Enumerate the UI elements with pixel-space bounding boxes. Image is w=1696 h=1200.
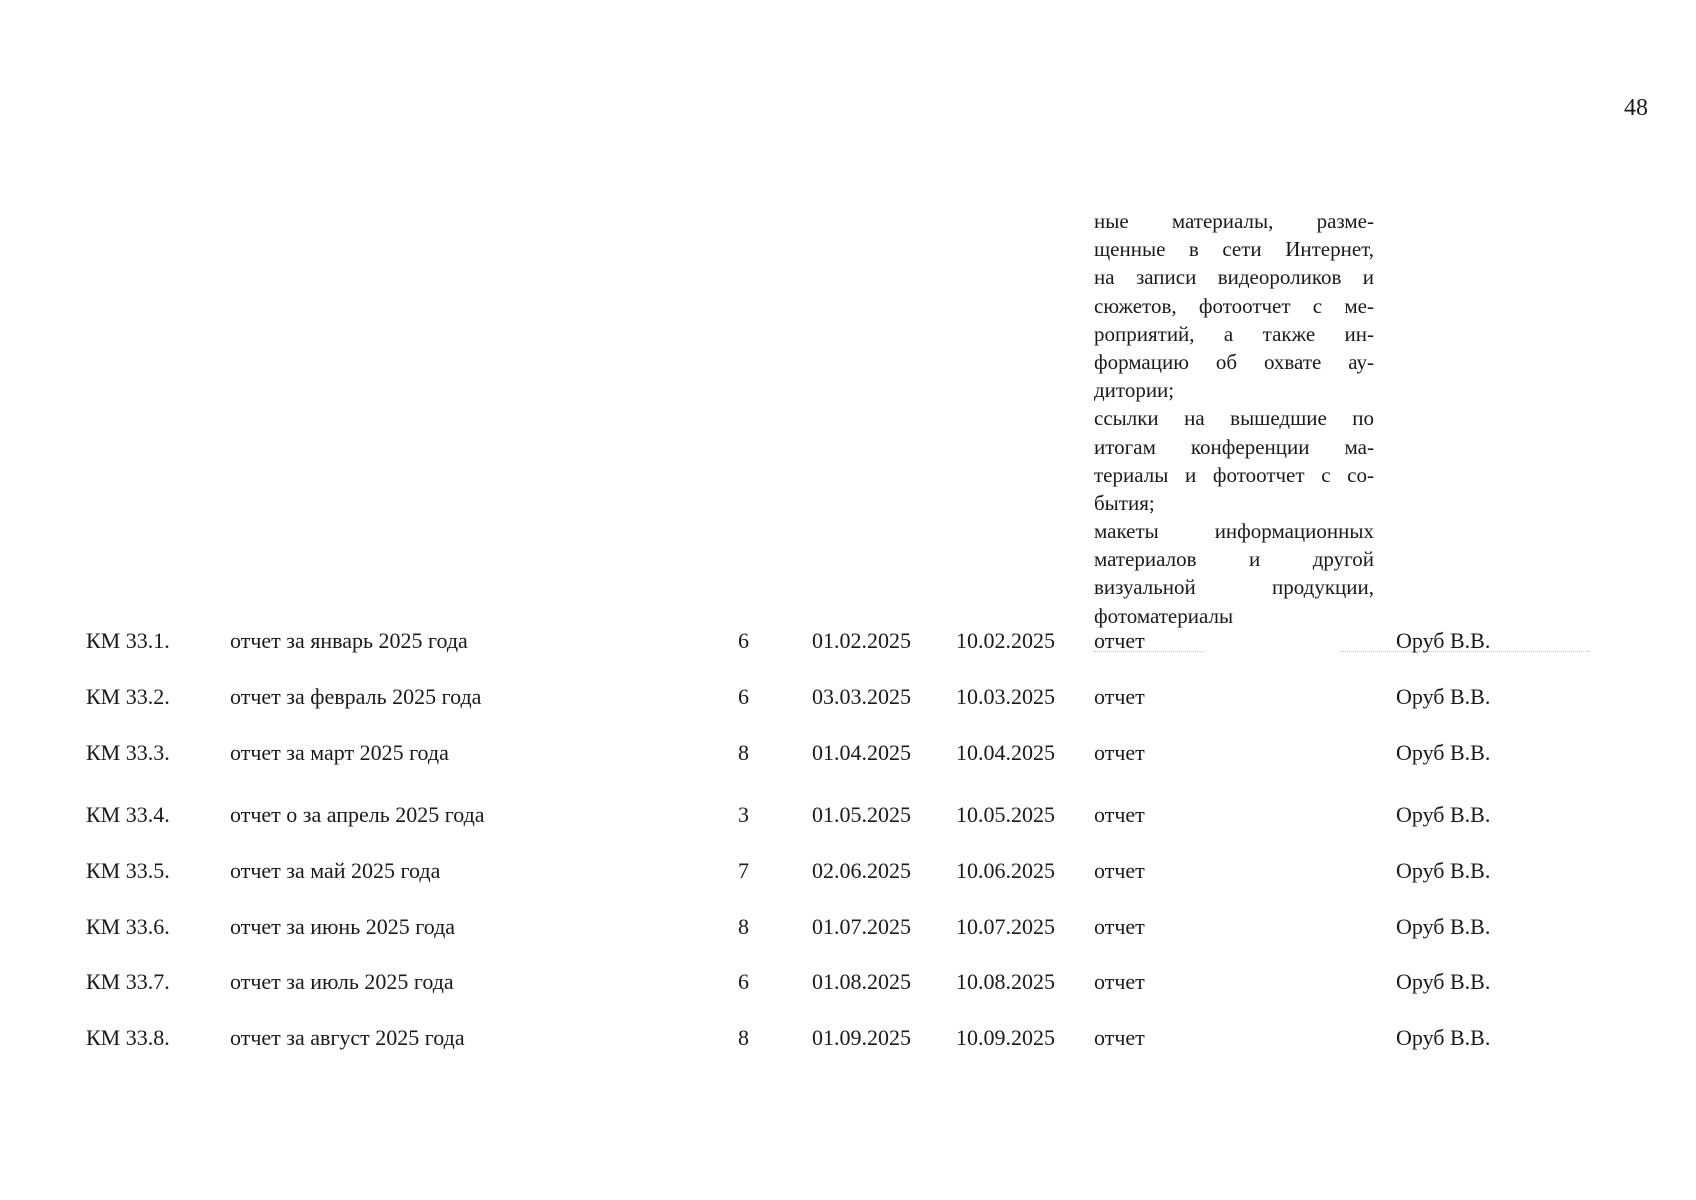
- responsible-person: Оруб В.В.: [1396, 914, 1491, 939]
- responsible-person: Оруб В.В.: [1396, 1025, 1491, 1050]
- milestone-name: отчет за август 2025 года: [230, 1025, 465, 1050]
- table-row: [0, 856, 1696, 886]
- table-row: [0, 738, 1696, 768]
- end-date: 10.06.2025: [956, 858, 1055, 883]
- continued-result-description: [1094, 207, 1374, 630]
- milestone-name: отчет за февраль 2025 года: [230, 684, 482, 709]
- milestone-name: отчет за январь 2025 года: [230, 628, 468, 653]
- description-line: визуальной продукции,: [1094, 575, 1374, 600]
- result-type: отчет: [1094, 914, 1145, 939]
- end-date: 10.07.2025: [956, 914, 1055, 939]
- milestone-number: 6: [738, 969, 749, 994]
- milestone-number: 8: [738, 914, 749, 939]
- description-line: формацию об охвате ау-: [1094, 349, 1374, 374]
- description-line: териалы и фотоотчет с со-: [1094, 462, 1374, 487]
- start-date: 01.07.2025: [812, 914, 911, 939]
- milestone-code: КМ 33.2.: [86, 684, 170, 709]
- milestone-code: КМ 33.5.: [86, 858, 170, 883]
- responsible-person: Оруб В.В.: [1396, 684, 1491, 709]
- result-type: отчет: [1094, 969, 1145, 994]
- start-date: 01.08.2025: [812, 969, 911, 994]
- result-type: отчет: [1094, 1025, 1145, 1050]
- milestone-name: отчет за март 2025 года: [230, 740, 449, 765]
- start-date: 02.06.2025: [812, 858, 911, 883]
- end-date: 10.09.2025: [956, 1025, 1055, 1050]
- end-date: 10.03.2025: [956, 684, 1055, 709]
- end-date: 10.02.2025: [956, 628, 1055, 653]
- table-row: [0, 800, 1696, 830]
- description-line: щенные в сети Интернет,: [1094, 237, 1374, 262]
- milestone-number: 7: [738, 858, 749, 883]
- start-date: 01.04.2025: [812, 740, 911, 765]
- responsible-person: Оруб В.В.: [1396, 628, 1491, 653]
- milestone-name: отчет за июль 2025 года: [230, 969, 454, 994]
- page-number: 48: [1624, 95, 1648, 121]
- milestone-number: 6: [738, 684, 749, 709]
- description-line: роприятий, а также ин-: [1094, 321, 1374, 346]
- table-row: [0, 626, 1696, 656]
- result-type: отчет: [1094, 802, 1145, 827]
- table-row: [0, 912, 1696, 942]
- milestone-code: КМ 33.3.: [86, 740, 170, 765]
- description-line: на записи видеороликов и: [1094, 265, 1374, 290]
- responsible-person: Оруб В.В.: [1396, 740, 1491, 765]
- milestone-name: отчет за июнь 2025 года: [230, 914, 456, 939]
- result-type: отчет: [1094, 858, 1145, 883]
- description-line: ссылки на вышедшие по: [1094, 406, 1374, 431]
- start-date: 01.05.2025: [812, 802, 911, 827]
- milestone-number: 3: [738, 802, 749, 827]
- milestone-code: КМ 33.4.: [86, 802, 170, 827]
- milestone-name: отчет о за апрель 2025 года: [230, 802, 485, 827]
- end-date: 10.05.2025: [956, 802, 1055, 827]
- milestone-number: 8: [738, 1025, 749, 1050]
- description-line: итогам конференции ма-: [1094, 434, 1374, 459]
- end-date: 10.04.2025: [956, 740, 1055, 765]
- milestone-code: КМ 33.6.: [86, 914, 170, 939]
- table-row: [0, 1023, 1696, 1053]
- responsible-person: Оруб В.В.: [1396, 969, 1491, 994]
- description-line: сюжетов, фотоотчет с ме-: [1094, 293, 1374, 318]
- description-line: бытия;: [1094, 490, 1155, 515]
- result-type: отчет: [1094, 628, 1145, 653]
- table-row: [0, 682, 1696, 712]
- description-line: дитории;: [1094, 378, 1175, 403]
- milestone-code: КМ 33.7.: [86, 969, 170, 994]
- milestone-name: отчет за май 2025 года: [230, 858, 441, 883]
- description-line: фотоматериалы: [1094, 603, 1234, 628]
- end-date: 10.08.2025: [956, 969, 1055, 994]
- milestone-code: КМ 33.8.: [86, 1025, 170, 1050]
- description-line: ные материалы, разме-: [1094, 209, 1374, 233]
- description-line: материалов и другой: [1094, 547, 1374, 572]
- milestone-code: КМ 33.1.: [86, 628, 170, 653]
- responsible-person: Оруб В.В.: [1396, 858, 1491, 883]
- table-row: [0, 967, 1696, 997]
- result-type: отчет: [1094, 684, 1145, 709]
- milestone-number: 6: [738, 628, 749, 653]
- result-type: отчет: [1094, 740, 1145, 765]
- milestone-number: 8: [738, 740, 749, 765]
- start-date: 03.03.2025: [812, 684, 911, 709]
- start-date: 01.02.2025: [812, 628, 911, 653]
- responsible-person: Оруб В.В.: [1396, 802, 1491, 827]
- description-line: макеты информационных: [1094, 519, 1374, 544]
- start-date: 01.09.2025: [812, 1025, 911, 1050]
